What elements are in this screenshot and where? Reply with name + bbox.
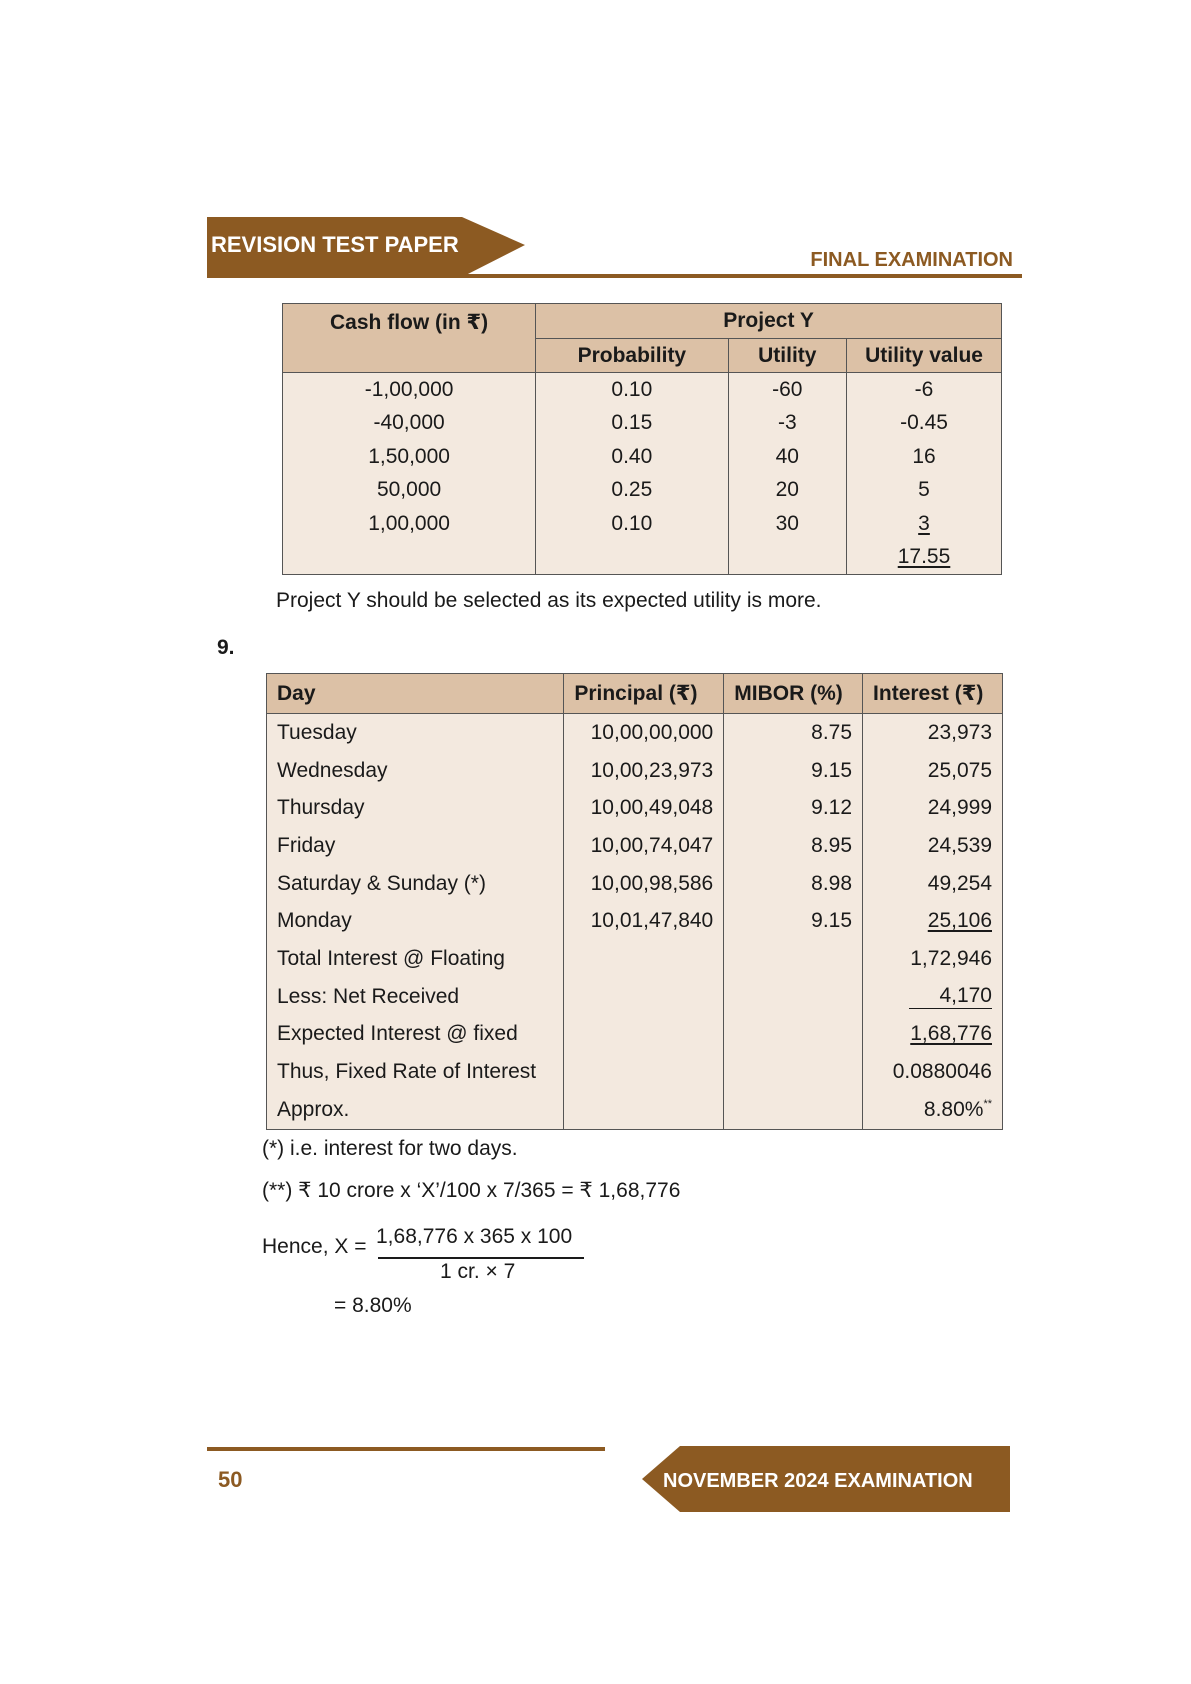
interest-underlined: 25,106 xyxy=(927,909,992,933)
summary-row xyxy=(267,1053,1003,1091)
header-principal: Principal (₹) xyxy=(564,674,724,714)
footer-exam-title: NOVEMBER 2024 EXAMINATION xyxy=(663,1470,973,1492)
probability-cell: 0.25 xyxy=(536,474,728,508)
table-row xyxy=(267,865,1003,903)
cashflow-cell: 50,000 xyxy=(283,474,536,508)
summary-value: 8.80% xyxy=(923,1097,984,1121)
day-cell: Friday xyxy=(267,827,564,865)
fraction-bar xyxy=(378,1257,584,1259)
table-row xyxy=(283,440,1002,474)
result-text: = 8.80% xyxy=(334,1294,412,1317)
day-cell: Monday xyxy=(267,902,564,940)
header-rule xyxy=(207,274,1022,278)
utility-value-cell: 5 xyxy=(847,474,1002,508)
summary-row xyxy=(267,1091,1003,1129)
table-row xyxy=(267,902,1003,940)
summary-label: Thus, Fixed Rate of Interest xyxy=(267,1053,564,1091)
principal-cell: 10,00,98,586 xyxy=(564,865,724,903)
probability-cell: 0.10 xyxy=(536,373,728,407)
principal-cell: 10,00,74,047 xyxy=(564,827,724,865)
probability-cell: 0.10 xyxy=(536,507,728,541)
table-total-row xyxy=(283,541,1002,575)
header-interest: Interest (₹) xyxy=(863,674,1003,714)
fraction-numerator: 1,68,776 x 365 x 100 xyxy=(376,1225,573,1248)
summary-value: 4,170 xyxy=(909,984,992,1009)
principal-cell: 10,00,49,048 xyxy=(564,789,724,827)
summary-value: 0.0880046 xyxy=(863,1053,1003,1091)
table-row xyxy=(267,827,1003,865)
header-project-y: Project Y xyxy=(536,304,1002,339)
header-cashflow: Cash flow (in ₹) xyxy=(283,304,536,373)
table-row xyxy=(267,752,1003,790)
header-utility: Utility xyxy=(728,339,846,373)
footnote-1: (*) i.e. interest for two days. xyxy=(262,1137,518,1160)
principal-cell: 10,01,47,840 xyxy=(564,902,724,940)
utility-cell: 40 xyxy=(728,440,846,474)
probability-cell: 0.40 xyxy=(536,440,728,474)
utility-cell: 20 xyxy=(728,474,846,508)
day-cell: Tuesday xyxy=(267,714,564,752)
mibor-cell: 9.12 xyxy=(724,789,863,827)
summary-label: Total Interest @ Floating xyxy=(267,940,564,978)
header-mibor: MIBOR (%) xyxy=(724,674,863,714)
summary-row xyxy=(267,978,1003,1016)
summary-row xyxy=(267,940,1003,978)
mibor-cell: 9.15 xyxy=(724,902,863,940)
question-number: 9. xyxy=(217,636,235,659)
principal-cell: 10,00,00,000 xyxy=(564,714,724,752)
interest-cell: 25,075 xyxy=(863,752,1003,790)
footnote-marker: ** xyxy=(983,1097,992,1110)
mibor-cell: 8.95 xyxy=(724,827,863,865)
summary-label: Approx. xyxy=(267,1091,564,1129)
table-row xyxy=(283,507,1002,541)
summary-row xyxy=(267,1016,1003,1054)
interest-cell: 23,973 xyxy=(863,714,1003,752)
header-day: Day xyxy=(267,674,564,714)
header-utility-value: Utility value xyxy=(847,339,1002,373)
page-number: 50 xyxy=(218,1467,243,1492)
table-row xyxy=(267,789,1003,827)
summary-label: Less: Net Received xyxy=(267,978,564,1016)
summary-value: 1,72,946 xyxy=(863,940,1003,978)
hence-label: Hence, X = xyxy=(262,1235,367,1258)
project-y-table xyxy=(282,303,1002,575)
utility-cell: -3 xyxy=(728,407,846,441)
summary-label: Expected Interest @ fixed xyxy=(267,1016,564,1054)
summary-value: 1,68,776 xyxy=(910,1022,992,1046)
table-row xyxy=(267,714,1003,752)
header-probability: Probability xyxy=(536,339,728,373)
conclusion-text: Project Y should be selected as its expected utility is more. xyxy=(276,589,822,612)
day-cell: Saturday & Sunday (*) xyxy=(267,865,564,903)
day-cell: Wednesday xyxy=(267,752,564,790)
expected-utility-total: 17.55 xyxy=(897,545,951,569)
utility-cell: 30 xyxy=(728,507,846,541)
table-row xyxy=(283,407,1002,441)
principal-cell: 10,00,23,973 xyxy=(564,752,724,790)
cashflow-cell: -40,000 xyxy=(283,407,536,441)
cashflow-cell: 1,00,000 xyxy=(283,507,536,541)
day-cell: Thursday xyxy=(267,789,564,827)
header-title: REVISION TEST PAPER xyxy=(211,232,459,257)
probability-cell: 0.15 xyxy=(536,407,728,441)
interest-cell: 24,539 xyxy=(863,827,1003,865)
mibor-cell: 8.98 xyxy=(724,865,863,903)
cashflow-cell: -1,00,000 xyxy=(283,373,536,407)
interest-cell: 49,254 xyxy=(863,865,1003,903)
utility-value-cell: -6 xyxy=(847,373,1002,407)
interest-cell: 24,999 xyxy=(863,789,1003,827)
cashflow-cell: 1,50,000 xyxy=(283,440,536,474)
footer-rule xyxy=(207,1447,605,1451)
interest-cell xyxy=(863,902,1003,940)
fraction-denominator: 1 cr. × 7 xyxy=(440,1260,516,1283)
utility-cell: -60 xyxy=(728,373,846,407)
table-row xyxy=(283,373,1002,407)
interest-table xyxy=(266,673,1003,1130)
mibor-cell: 8.75 xyxy=(724,714,863,752)
footnote-2: (**) ₹ 10 crore x ‘X’/100 x 7/365 = ₹ 1,68,776 xyxy=(262,1179,681,1202)
utility-value-underlined: 3 xyxy=(918,511,930,535)
header-exam-title: FINAL EXAMINATION xyxy=(810,249,1013,271)
utility-value-cell: 16 xyxy=(847,440,1002,474)
utility-value-cell xyxy=(847,507,1002,541)
utility-value-cell: -0.45 xyxy=(847,407,1002,441)
table-row xyxy=(283,474,1002,508)
mibor-cell: 9.15 xyxy=(724,752,863,790)
